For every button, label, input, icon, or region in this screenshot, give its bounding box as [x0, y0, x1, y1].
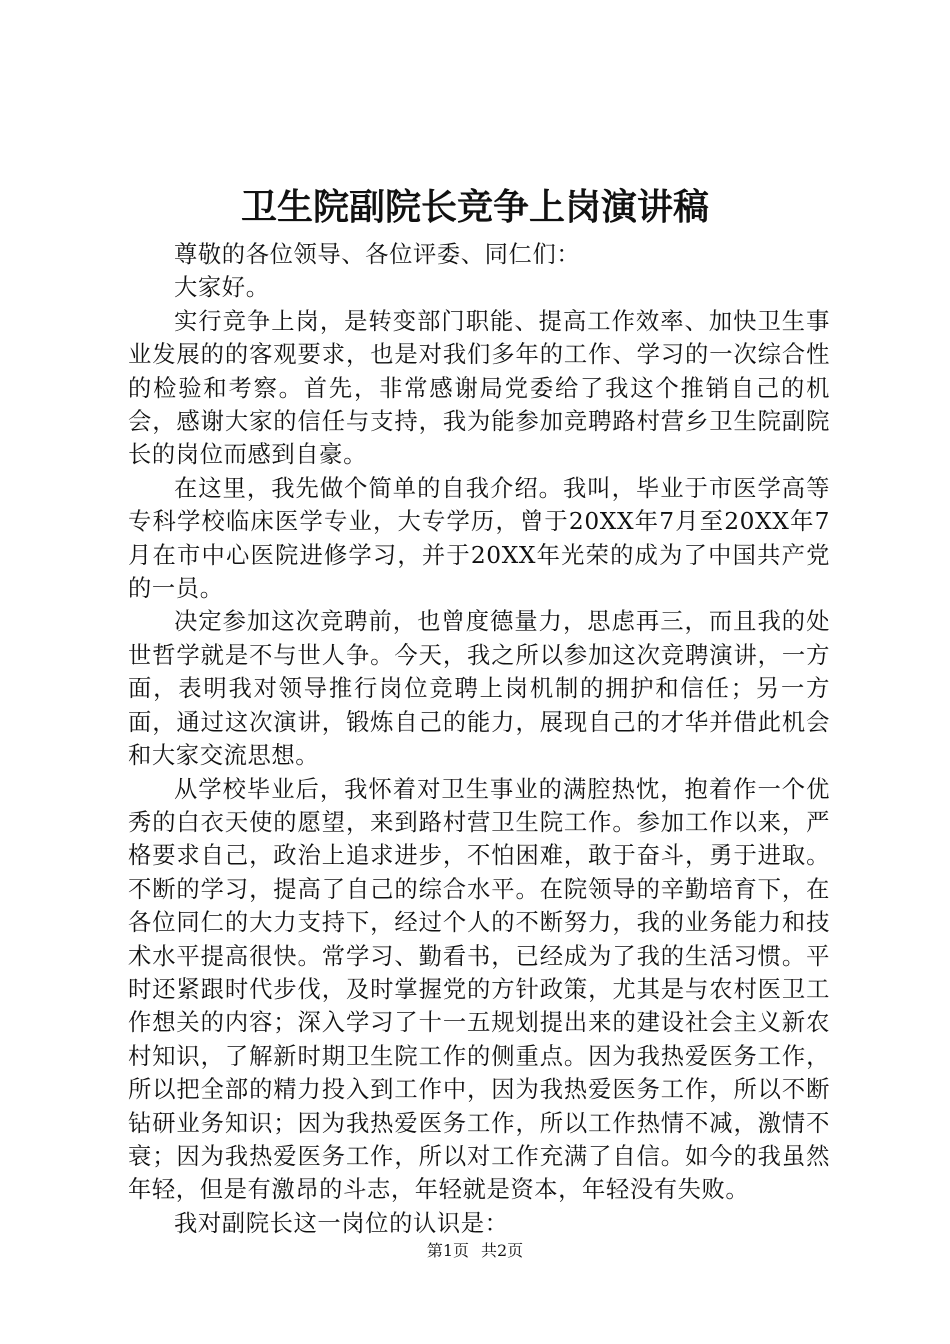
document-title: 卫生院副院长竞争上岗演讲稿	[240, 186, 709, 228]
body-paragraph: 从学校毕业后，我怀着对卫生事业的满腔热忱，抱着作一个优秀的白衣天使的愿望，来到路村营卫生院工作。参加工作以来，严格要求自己，政治上追求进步，不怕困难，敢于奋斗，勇于进取。不断的学习，提高了自己的综合水平。在院领导的辛勤培育下，在各位同仁的大力支持下，经过个人的不断努力，我的业务能力和技术水平提高很快。常学习、勤看书，已经成为了我的生活习惯。平时还紧跟时代步伐，及时掌握党的方针政策，尤其是与农村医卫工作想关的内容；深入学习了十一五规划提出来的建设社会主义新农村知识，了解新时期卫生院工作的侧重点。因为我热爱医务工作，所以把全部的精力投入到工作中，因为我热爱医务工作，所以不断钻研业务知识；因为我热爱医务工作，所以工作热情不减，激情不衰；因为我热爱医务工作，所以对工作充满了自信。如今的我虽然年轻，但是有激昂的斗志，年轻就是资本，年轻没有失败。	[128, 775, 830, 1204]
body-paragraph: 决定参加这次竞聘前，也曾度德量力，思虑再三，而且我的处世哲学就是不与世人争。今天，我之所以参加这次竞聘演讲，一方面，表明我对领导推行岗位竞聘上岗机制的拥护和信任；另一方面，通过这次演讲，锻炼自己的能力，展现自己的才华并借此机会和大家交流思想。	[128, 608, 830, 770]
body-paragraph: 我对副院长这一岗位的认识是：	[174, 1209, 509, 1237]
body-paragraph: 实行竞争上岗，是转变部门职能、提高工作效率、加快卫生事业发展的的客观要求，也是对我们多年的工作、学习的一次综合性的检验和考察。首先，非常感谢局党委给了我这个推销自己的机会，感谢大家的信任与支持，我为能参加竞聘路村营乡卫生院副院长的岗位而感到自豪。	[128, 307, 830, 469]
page-number-current: 第1页	[426, 1241, 469, 1260]
body-paragraph: 在这里，我先做个简单的自我介绍。我叫，毕业于市医学高等专科学校临床医学专业，大专学历，曾于20XX年7月至20XX年7月在市中心医院进修学习，并于20XX年光荣的成为了中国共产党的一员。	[128, 474, 830, 603]
salutation-paragraph: 尊敬的各位领导、各位评委、同仁们：	[174, 241, 581, 268]
greeting-paragraph: 大家好。	[174, 274, 270, 302]
page-number-total: 共2页	[481, 1241, 524, 1260]
document-body	[128, 238, 830, 1240]
page-footer	[0, 1240, 950, 1262]
